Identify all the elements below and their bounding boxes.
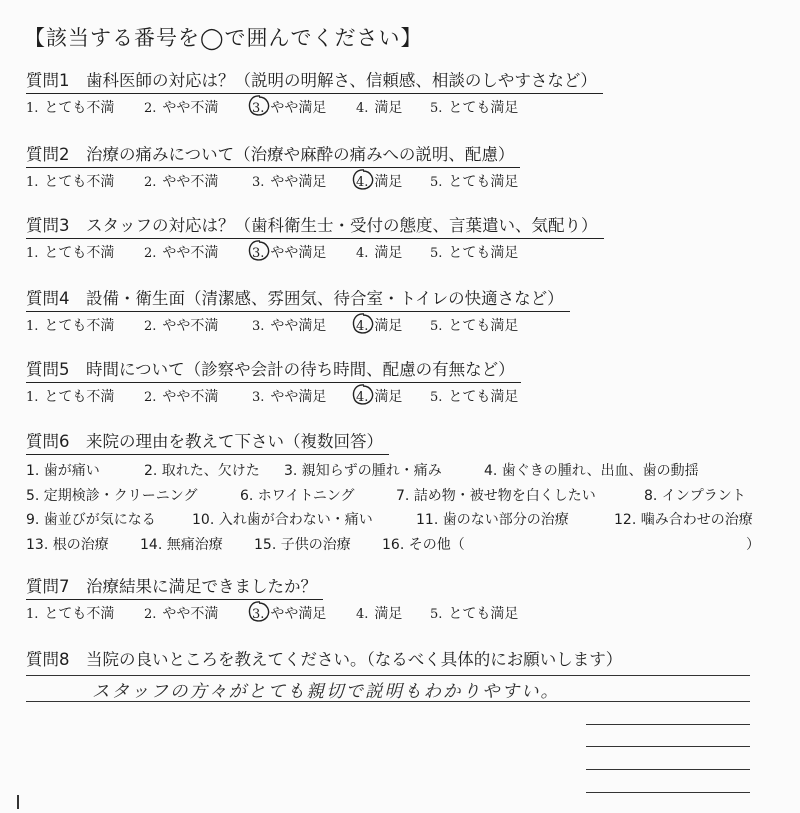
rating-option-label: やや不満 <box>162 174 219 190</box>
rating-option-label: とても満足 <box>448 606 519 622</box>
rating-option-number: 5. <box>430 101 443 116</box>
rating-option-2 <box>144 604 218 625</box>
scan-mark <box>17 795 19 809</box>
rating-option-number: 4. <box>356 175 369 190</box>
rating-option-number: 4. <box>356 101 369 116</box>
rating-option-3 <box>252 98 326 119</box>
rating-option-5 <box>430 172 518 193</box>
reason-option: 12. 噛み合わせの治療 <box>614 512 753 528</box>
other-close-paren: ） <box>746 536 760 553</box>
rating-option-1 <box>26 172 114 193</box>
question-6-options <box>26 459 786 557</box>
question-1-options <box>26 98 786 118</box>
reason-option: 1. 歯が痛い <box>26 463 100 479</box>
rating-option-label: 満足 <box>374 389 403 405</box>
rating-option-3 <box>252 387 326 408</box>
reason-option: 5. 定期検診・クリーニング <box>26 487 198 504</box>
rating-option-label: とても不満 <box>44 606 115 622</box>
rating-option-label: やや不満 <box>162 245 219 261</box>
rating-option-number: 1. <box>26 101 39 116</box>
rating-option-number: 5. <box>430 319 443 334</box>
rating-option-number: 2. <box>144 175 157 190</box>
question-2 <box>26 144 786 192</box>
rating-option-label: やや満足 <box>270 174 327 190</box>
reason-option: 4. 歯ぐきの腫れ、出血、歯の動揺 <box>484 463 699 479</box>
rating-option-number: 4. <box>356 390 369 405</box>
answer-line <box>586 792 750 793</box>
rating-option-label: とても不満 <box>44 389 115 405</box>
question-6-row <box>26 459 786 484</box>
question-6-title: 質問6 来院の理由を教えて下さい（複数回答） <box>26 431 389 455</box>
answer-line <box>26 701 750 702</box>
question-8-title: 質問8 当院の良いところを教えてください。（なるべく具体的にお願いします） <box>26 650 623 669</box>
question-6-row <box>26 508 786 533</box>
rating-option-number: 4. <box>356 246 369 261</box>
rating-option-4 <box>356 172 402 193</box>
question-7-options <box>26 604 786 624</box>
rating-option-number: 4. <box>356 319 369 334</box>
rating-option-1 <box>26 387 114 408</box>
rating-option-1 <box>26 243 114 264</box>
rating-option-5 <box>430 316 518 337</box>
question-6 <box>26 431 786 557</box>
rating-option-3 <box>252 172 326 193</box>
reason-option: 7. 詰め物・被せ物を白くしたい <box>396 487 596 504</box>
rating-option-label: やや満足 <box>270 245 327 261</box>
question-5-options <box>26 387 786 407</box>
rating-option-number: 1. <box>26 319 39 334</box>
reason-option: 10. 入れ歯が合わない・痛い <box>192 512 373 528</box>
rating-option-2 <box>144 172 218 193</box>
reason-option: 9. 歯並びが気になる <box>26 512 156 528</box>
rating-option-2 <box>144 98 218 119</box>
rating-option-number: 2. <box>144 319 157 334</box>
rating-option-2 <box>144 243 218 264</box>
answer-line <box>586 769 750 770</box>
rating-option-label: やや満足 <box>270 389 327 405</box>
rating-option-number: 5. <box>430 607 443 622</box>
rating-option-2 <box>144 316 218 337</box>
question-2-options <box>26 172 786 192</box>
rating-option-number: 1. <box>26 607 39 622</box>
rating-option-3 <box>252 604 326 625</box>
reason-option: 11. 歯のない部分の治療 <box>416 512 569 528</box>
question-3 <box>26 215 786 263</box>
rating-option-label: とても満足 <box>448 389 519 405</box>
rating-option-label: やや満足 <box>270 606 327 622</box>
rating-option-3 <box>252 243 326 264</box>
handwritten-answer: スタッフの方々がとても親切で説明もわかりやすい。 <box>92 682 560 702</box>
rating-option-number: 3. <box>252 246 265 261</box>
rating-option-5 <box>430 98 518 119</box>
rating-option-label: とても不満 <box>44 245 115 261</box>
rating-option-number: 2. <box>144 607 157 622</box>
question-7 <box>26 576 786 624</box>
question-5-title: 質問5 時間について（診察や会計の待ち時間、配慮の有無など） <box>26 359 521 383</box>
rating-option-label: やや満足 <box>270 318 327 334</box>
rating-option-number: 5. <box>430 390 443 405</box>
rating-option-number: 4. <box>356 607 369 622</box>
rating-option-label: とても不満 <box>44 318 115 334</box>
rating-option-4 <box>356 98 402 119</box>
form-header: 【該当する番号を◯で囲んでください】 <box>24 26 423 50</box>
question-6-row <box>26 533 786 558</box>
question-5 <box>26 359 786 407</box>
reason-option: 2. 取れた、欠けた <box>144 463 260 479</box>
rating-option-label: とても不満 <box>44 100 115 116</box>
rating-option-3 <box>252 316 326 337</box>
reason-option: 3. 親知らずの腫れ・痛み <box>284 463 442 479</box>
rating-option-number: 3. <box>252 390 265 405</box>
rating-option-number: 2. <box>144 246 157 261</box>
question-2-title: 質問2 治療の痛みについて（治療や麻酔の痛みへの説明、配慮） <box>26 144 520 168</box>
rating-option-5 <box>430 604 518 625</box>
rating-option-label: やや不満 <box>162 606 219 622</box>
answer-line <box>26 675 750 676</box>
rating-option-label: 満足 <box>374 100 403 116</box>
rating-option-number: 5. <box>430 246 443 261</box>
question-1-title: 質問1 歯科医師の対応は？（説明の明解さ、信頼感、相談のしやすさなど） <box>26 70 603 94</box>
rating-option-label: 満足 <box>374 318 403 334</box>
rating-option-number: 3. <box>252 101 265 116</box>
question-7-title: 質問7 治療結果に満足できましたか？ <box>26 576 323 600</box>
question-1 <box>26 70 786 118</box>
rating-option-label: とても満足 <box>448 245 519 261</box>
rating-option-label: とても満足 <box>448 318 519 334</box>
question-4-title: 質問4 設備・衛生面（清潔感、雰囲気、待合室・トイレの快適さなど） <box>26 288 570 312</box>
rating-option-4 <box>356 243 402 264</box>
rating-option-number: 5. <box>430 175 443 190</box>
rating-option-1 <box>26 604 114 625</box>
rating-option-label: 満足 <box>374 606 403 622</box>
rating-option-2 <box>144 387 218 408</box>
rating-option-4 <box>356 316 402 337</box>
rating-option-label: やや不満 <box>162 318 219 334</box>
question-4 <box>26 288 786 336</box>
rating-option-number: 1. <box>26 175 39 190</box>
rating-option-5 <box>430 243 518 264</box>
answer-line <box>586 746 750 747</box>
rating-option-5 <box>430 387 518 408</box>
rating-option-label: とても不満 <box>44 174 115 190</box>
rating-option-1 <box>26 98 114 119</box>
rating-option-number: 1. <box>26 390 39 405</box>
rating-option-number: 3. <box>252 175 265 190</box>
answer-line <box>586 724 750 725</box>
rating-option-label: とても満足 <box>448 174 519 190</box>
rating-option-label: やや不満 <box>162 389 219 405</box>
reason-option: 6. ホワイトニング <box>240 487 355 504</box>
rating-option-number: 3. <box>252 607 265 622</box>
rating-option-number: 2. <box>144 390 157 405</box>
rating-option-number: 3. <box>252 319 265 334</box>
reason-option: 16. その他（ <box>382 536 465 553</box>
rating-option-label: 満足 <box>374 245 403 261</box>
rating-option-4 <box>356 387 402 408</box>
question-3-options <box>26 243 786 263</box>
question-6-row <box>26 484 786 509</box>
reason-option: 8. インプラント <box>644 487 746 504</box>
question-3-title: 質問3 スタッフの対応は？（歯科衛生士・受付の態度、言葉遣い、気配り） <box>26 215 604 239</box>
rating-option-label: やや満足 <box>270 100 327 116</box>
question-8 <box>26 649 786 671</box>
rating-option-label: 満足 <box>374 174 403 190</box>
rating-option-4 <box>356 604 402 625</box>
rating-option-number: 2. <box>144 101 157 116</box>
rating-option-number: 1. <box>26 246 39 261</box>
rating-option-label: やや不満 <box>162 100 219 116</box>
reason-option: 13. 根の治療 <box>26 536 109 553</box>
rating-option-label: とても満足 <box>448 100 519 116</box>
question-4-options <box>26 316 786 336</box>
reason-option: 14. 無痛治療 <box>140 536 223 553</box>
rating-option-1 <box>26 316 114 337</box>
reason-option: 15. 子供の治療 <box>254 536 351 553</box>
